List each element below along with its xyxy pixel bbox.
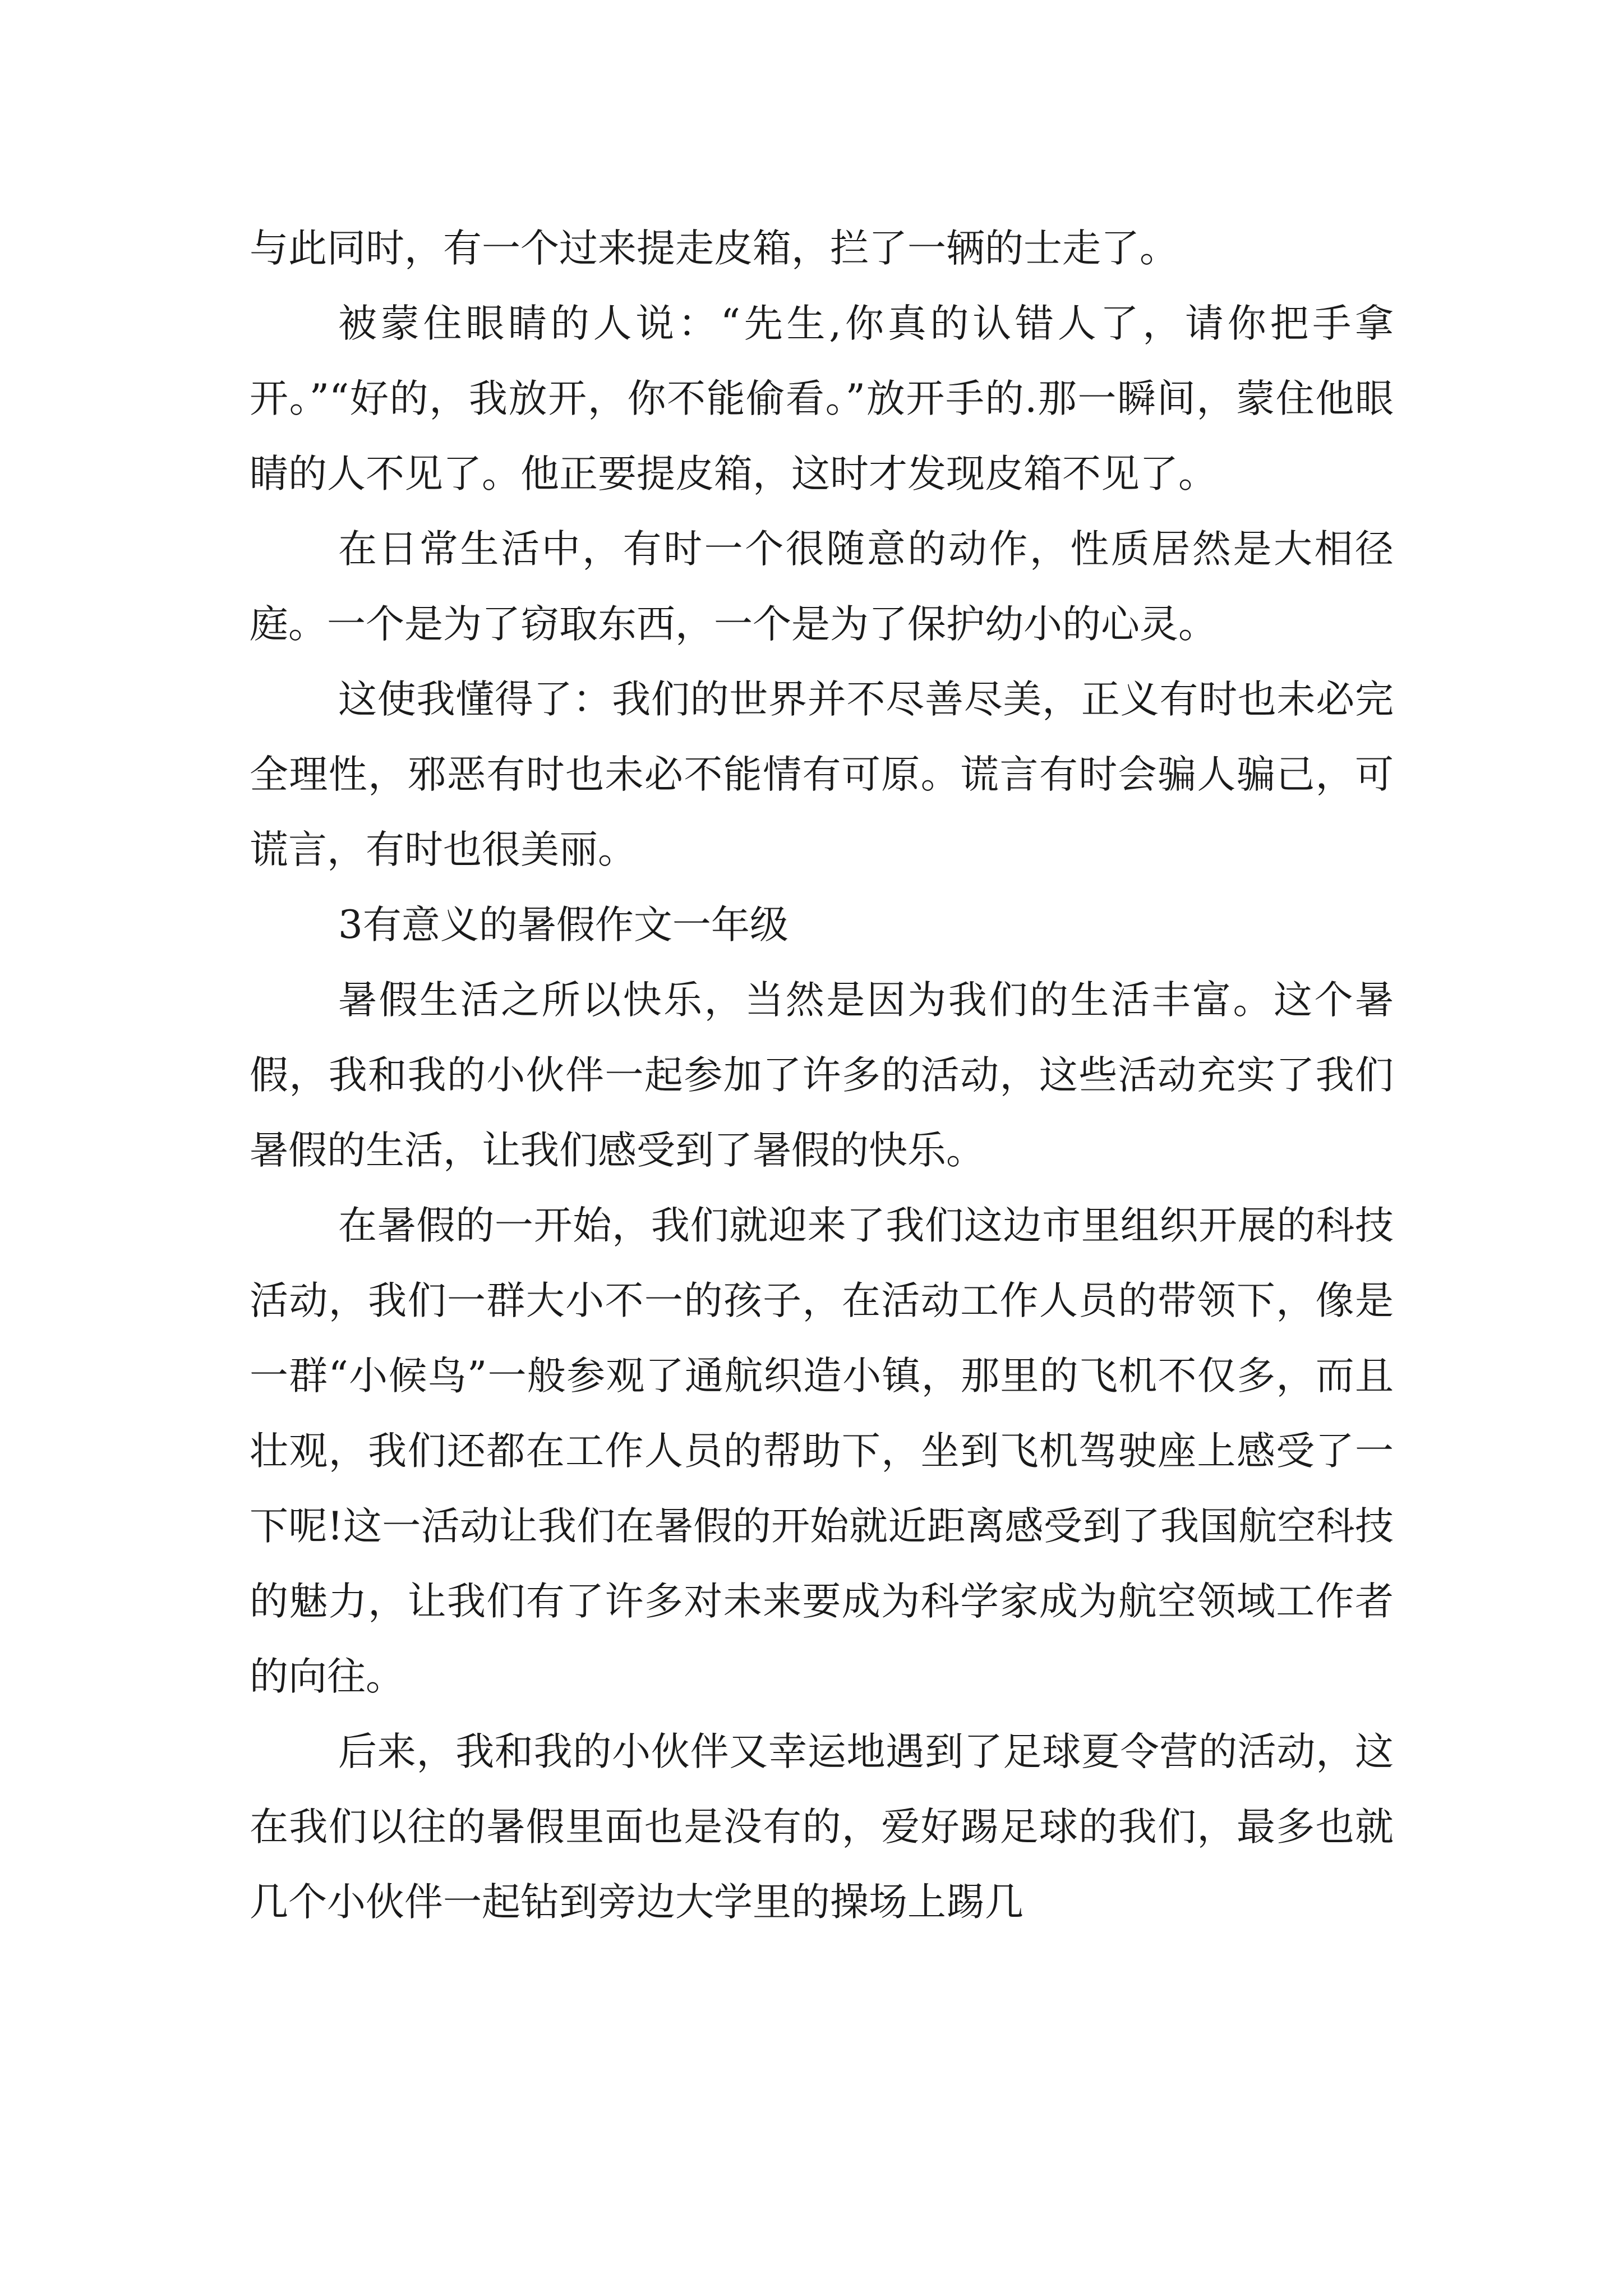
paragraph-7: 后来，我和我的小伙伴又幸运地遇到了足球夏令营的活动，这在我们以往的暑假里面也是没有的，爱好踢足球的我们，最多也就几个小伙伴一起钻到旁边大学里的操场上踢几: [250, 1729, 1394, 1925]
paragraph-3: 在日常生活中，有时一个很随意的动作，性质居然是大相径庭。一个是为了窃取东西，一个是为了保护幼小的心灵。: [250, 527, 1394, 647]
paragraph-6: 在暑假的一开始，我们就迎来了我们这边市里组织开展的科技活动，我们一群大小不一的孩子，在活动工作人员的带领下，像是一群“小候鸟”一般参观了通航织造小镇，那里的飞机不仅多，而且壮观，我们还都在工作人员的帮助下，坐到飞机驾驶座上感受了一下呢!这一活动让我们在暑假的开始就近距离感受到了我国航空科技的魅力，让我们有了许多对未来要成为科学家成为航空领域工作者的向往。: [250, 1203, 1394, 1699]
section-heading: 3有意义的暑假作文一年级: [338, 903, 789, 947]
document-body: [250, 211, 1394, 1940]
paragraph-1: 与此同时，有一个过来提走皮箱，拦了一辆的士走了。: [250, 226, 1178, 271]
paragraph-2: 被蒙住眼睛的人说：“先生,你真的认错人了，请你把手拿开。”“好的，我放开，你不能偷看。”放开手的.那一瞬间，蒙住他眼睛的人不见了。他正要提皮箱，这时才发现皮箱不见了。: [250, 301, 1394, 496]
paragraph-4: 这使我懂得了：我们的世界并不尽善尽美，正义有时也未必完全理性，邪恶有时也未必不能情有可原。谎言有时会骗人骗己，可谎言，有时也很美丽。: [250, 677, 1394, 872]
paragraph-5: 暑假生活之所以快乐，当然是因为我们的生活丰富。这个暑假，我和我的小伙伴一起参加了许多的活动，这些活动充实了我们暑假的生活，让我们感受到了暑假的快乐。: [250, 978, 1394, 1173]
